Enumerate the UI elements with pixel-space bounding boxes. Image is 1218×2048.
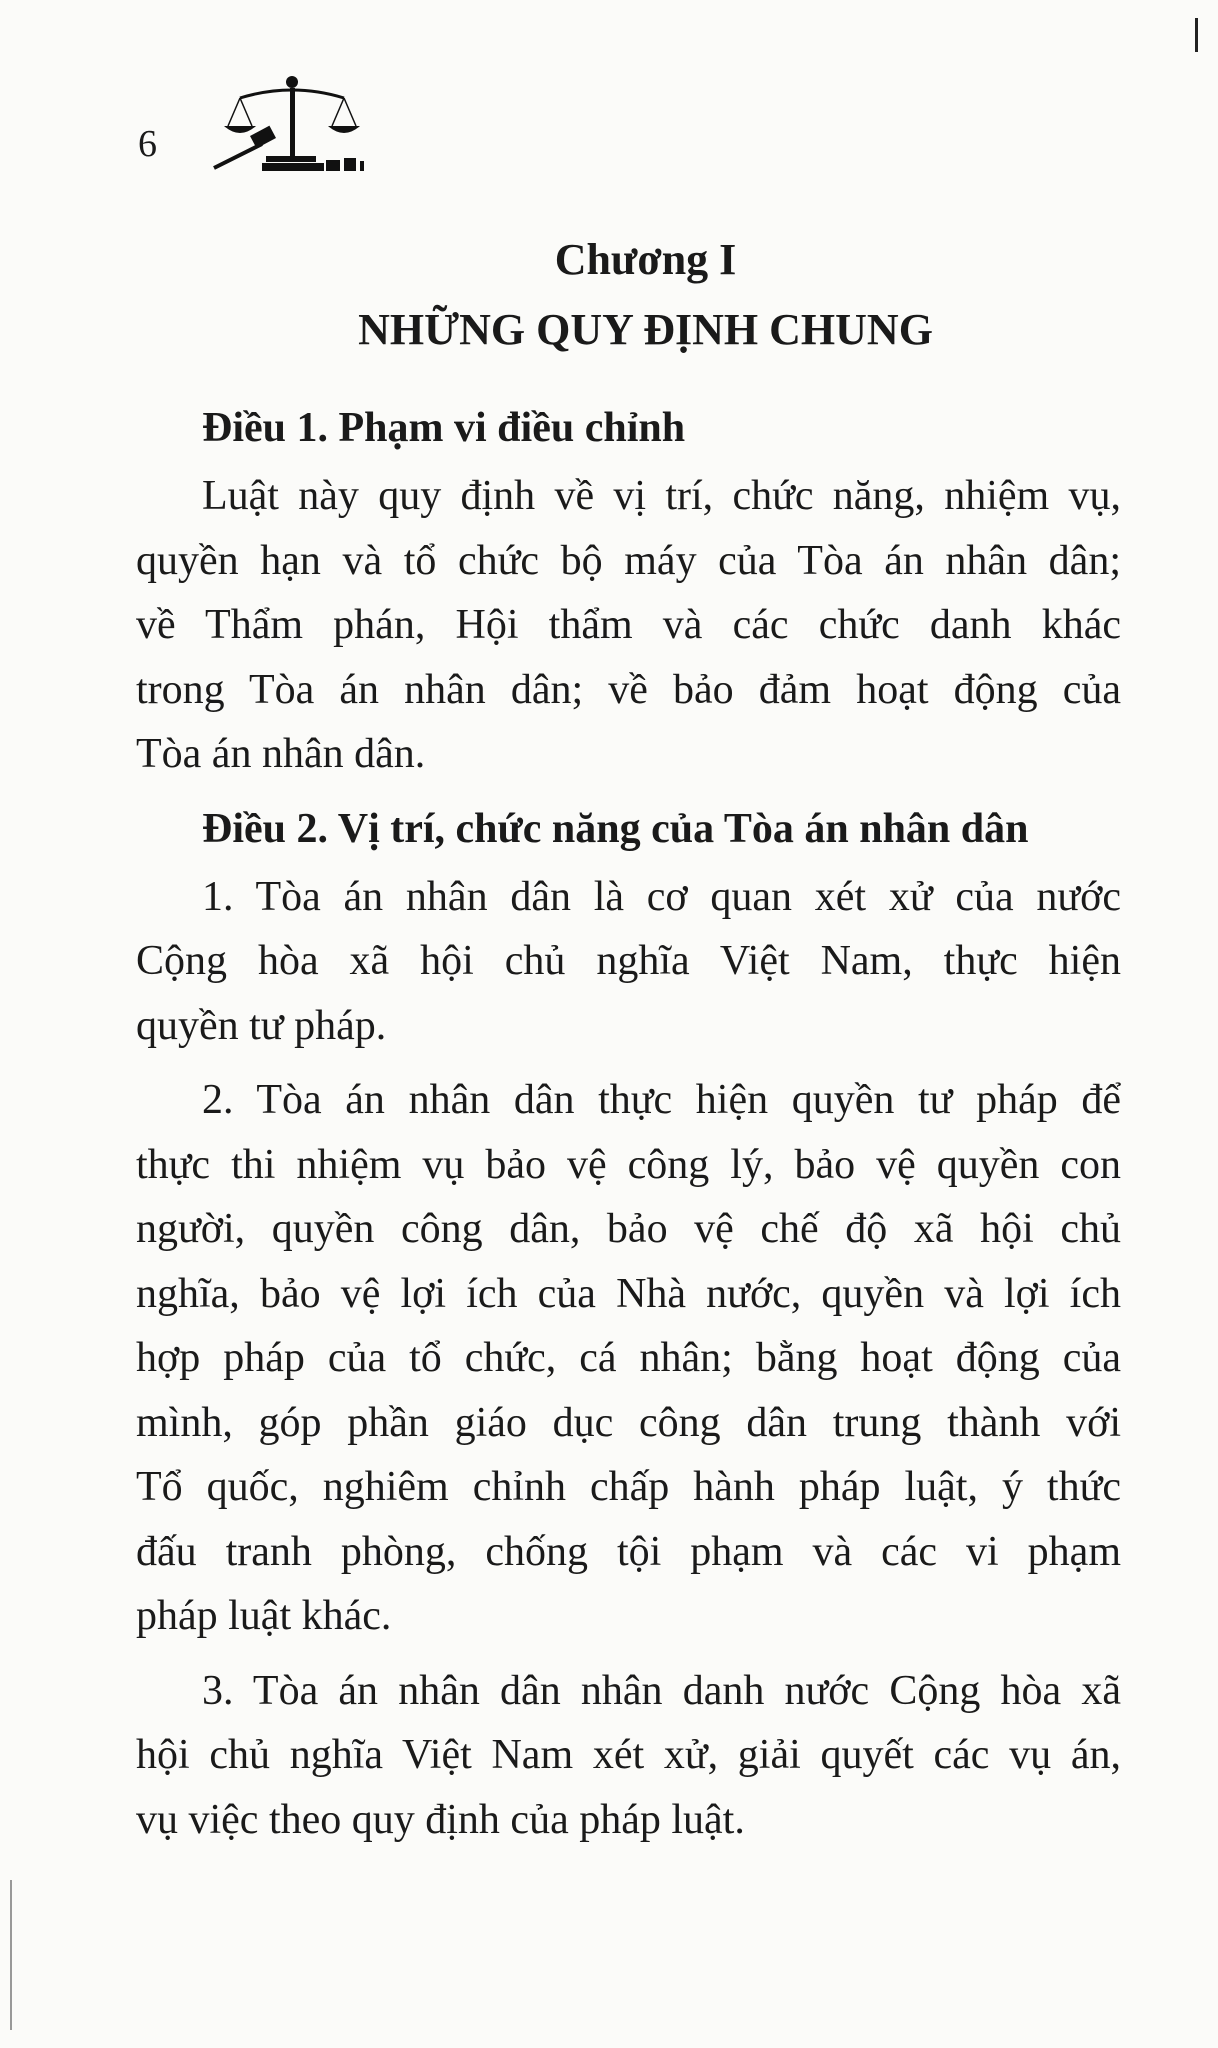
article-heading: Điều 2. Vị trí, chức năng của Tòa án nhân dân (202, 805, 1029, 852)
scan-edge-mark (1195, 18, 1198, 52)
paragraph-line: Tổ quốc, nghiêm chỉnh chấp hành pháp luật, ý thức (136, 1464, 1121, 1510)
article-paragraph (136, 1068, 1121, 1649)
paragraph-line: người, quyền công dân, bảo vệ chế độ xã hội chủ (136, 1206, 1121, 1252)
paragraph-line: quyền tư pháp. (136, 1002, 387, 1049)
article-paragraph (136, 1659, 1121, 1853)
paragraph-line: mình, góp phần giáo dục công dân trung thành với (136, 1399, 1121, 1446)
scales-of-justice-icon (210, 60, 380, 175)
paragraph-line: hợp pháp của tổ chức, cá nhân; bằng hoạt động của (136, 1335, 1121, 1381)
paragraph-line: 1. Tòa án nhân dân là cơ quan xét xử của nước (202, 873, 1121, 920)
paragraph-line: nghĩa, bảo vệ lợi ích của Nhà nước, quyền và lợi ích (136, 1270, 1121, 1317)
paragraph-line: 3. Tòa án nhân dân nhân danh nước Cộng hòa xã (202, 1667, 1121, 1714)
scan-edge-mark (10, 1880, 12, 2030)
paragraph-line: về Thẩm phán, Hội thẩm và các chức danh khác (136, 602, 1121, 648)
chapter-name: NHỮNG QUY ĐỊNH CHUNG (358, 305, 933, 354)
paragraph-line: quyền hạn và tổ chức bộ máy của Tòa án nhân dân; (136, 537, 1121, 584)
chapter-title: Chương I (554, 235, 737, 284)
article-paragraph (136, 464, 1121, 787)
article-heading: Điều 1. Phạm vi điều chỉnh (202, 405, 686, 451)
paragraph-line: thực thi nhiệm vụ bảo vệ công lý, bảo vệ quyền con (136, 1141, 1121, 1188)
document-body (136, 230, 1121, 1862)
page-header (0, 0, 1218, 190)
paragraph-line: hội chủ nghĩa Việt Nam xét xử, giải quyết các vụ án, (136, 1732, 1121, 1778)
page-number: 6 (138, 123, 157, 165)
paragraph-line: trong Tòa án nhân dân; về bảo đảm hoạt động của (136, 666, 1121, 713)
paragraph-line: Tòa án nhân dân. (136, 731, 426, 777)
paragraph-line: pháp luật khác. (136, 1593, 392, 1639)
paragraph-line: vụ việc theo quy định của pháp luật. (136, 1796, 745, 1843)
paragraph-line: Cộng hòa xã hội chủ nghĩa Việt Nam, thực hiện (136, 938, 1121, 984)
paragraph-line: Luật này quy định về vị trí, chức năng, nhiệm vụ, (202, 473, 1121, 519)
article-paragraph (136, 865, 1121, 1059)
paragraph-line: 2. Tòa án nhân dân thực hiện quyền tư pháp để (202, 1077, 1121, 1123)
paragraph-line: đấu tranh phòng, chống tội phạm và các vi phạm (136, 1528, 1121, 1575)
